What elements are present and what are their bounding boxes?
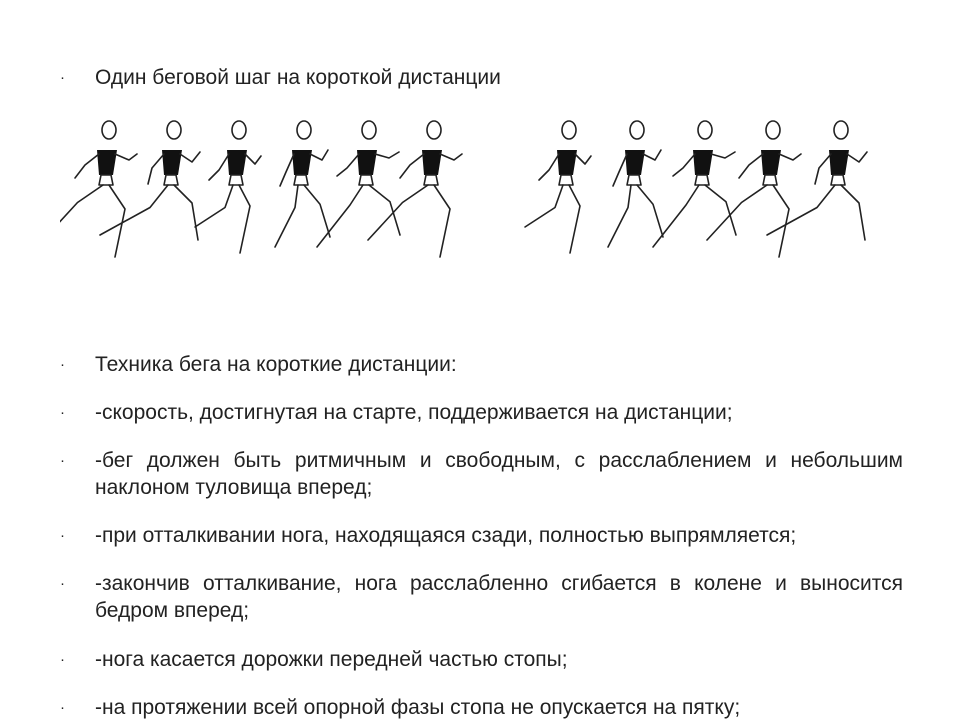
point-3: -бег должен быть ритмичным и свободным, с расслаблением и небольшим наклоном туловища вперед; [95,449,903,499]
bullet-marker: · [60,651,65,668]
point-2: -скорость, достигнутая на старте, поддерживается на дистанции; [95,401,733,424]
bullet-marker: · [60,527,65,544]
runner-figure-11 [767,121,867,240]
bullet-marker: · [60,69,65,86]
runner-figure-8 [608,121,663,247]
runner-figure-7 [525,121,591,253]
point-1: Техника бега на короткие дистанции: [95,353,457,376]
bullet-marker: · [60,699,65,716]
point-5: -закончив отталкивание, нога расслабленно сгибается в колене и выносится бедром вперед; [95,572,903,622]
runner-figure-6 [368,121,462,257]
bullet-marker: · [60,452,65,469]
runner-figure-2 [100,121,200,240]
slide-heading: Один беговой шаг на короткой дистанции [95,66,501,89]
bullet-marker: · [60,404,65,421]
runner-figure-9 [653,121,736,247]
runner-figure-3 [195,121,261,253]
runner-figure-1 [60,121,137,257]
runner-figure-10 [707,121,801,257]
point-4: -при отталкивании нога, находящаяся сзади, полностью выпрямляется; [95,524,797,547]
runner-figure-4 [275,121,330,247]
point-7: -на протяжении всей опорной фазы стопа не опускается на пятку; [95,696,741,719]
runner-figure-5 [317,121,400,247]
bullet-marker: · [60,575,65,592]
point-6: -нога касается дорожки передней частью стопы; [95,648,568,671]
runners-svg [60,110,880,260]
bullet-marker: · [60,356,65,373]
running-phases-illustration [60,110,880,260]
